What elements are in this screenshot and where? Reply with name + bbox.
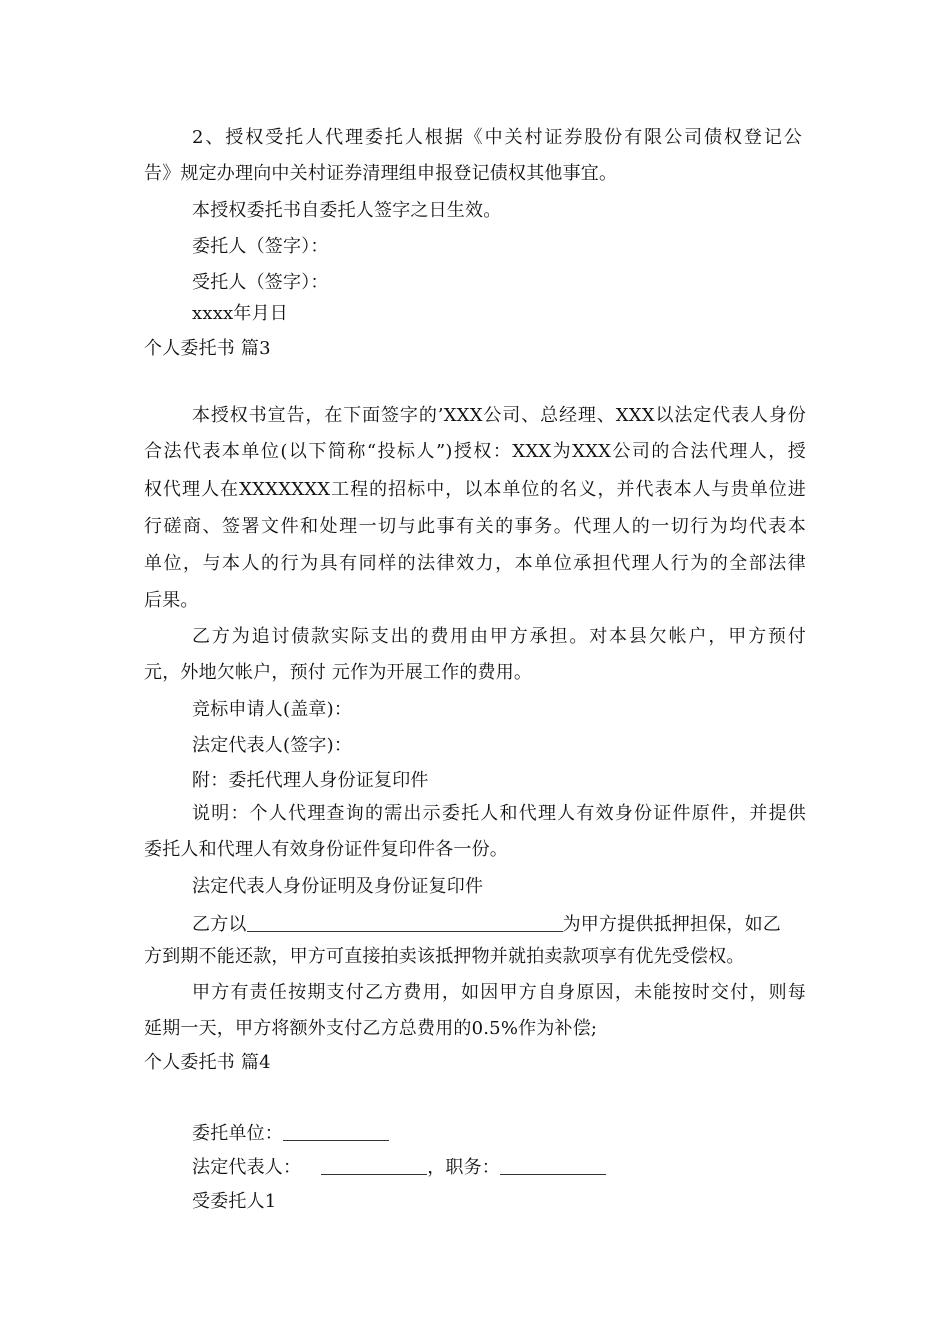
blank-underline — [283, 1122, 389, 1141]
paragraph-line: 法定代表人身份证明及身份证复印件 — [192, 876, 484, 897]
paragraph-line: 延期一天，甲方将额外支付乙方总费用的0.5%作为补偿; — [144, 1018, 598, 1039]
section-heading: 个人委托书 篇4 — [144, 1052, 271, 1073]
paragraph-line: 本授权书宣告，在下面签字的’XXX公司、总经理、XXX以法定代表人身份 — [192, 405, 806, 426]
attachment-line: 附：委托代理人身份证复印件 — [192, 770, 429, 791]
legal-rep-line — [192, 1154, 606, 1180]
blank-underline — [500, 1156, 606, 1175]
entrusting-unit-line — [192, 1120, 389, 1146]
paragraph-line: 元，外地欠帐户，预付 元作为开展工作的费用。 — [144, 662, 533, 683]
date-line: xxxx年月日 — [192, 303, 289, 324]
collateral-prefix: 乙方以 — [192, 914, 247, 935]
paragraph-line: 权代理人在XXXXXXX工程的招标中，以本单位的名义，并代表本人与贵单位进 — [144, 479, 806, 500]
paragraph-line: 行磋商、签署文件和处理一切与此事有关的事务。代理人的一切行为均代表本 — [144, 516, 806, 537]
paragraph-line: 乙方为追讨债款实际支出的费用由甲方承担。对本县欠帐户，甲方预付 — [192, 626, 806, 647]
blank-underline — [247, 913, 563, 932]
paragraph-line: 2、授权受托人代理委托人根据《中关村证券股份有限公司债权登记公 — [192, 127, 802, 148]
signature-line-agent: 受托人（签字）： — [192, 272, 329, 293]
paragraph-line: 方到期不能还款，甲方可直接拍卖该抵押物并就拍卖款项享有优先受偿权。 — [144, 946, 745, 967]
section-heading: 个人委托书 篇3 — [144, 338, 271, 359]
applicant-seal-line: 竞标申请人(盖章)： — [192, 699, 353, 720]
paragraph-line: 单位，与本人的行为具有同样的法律效力，本单位承担代理人行为的全部法律 — [144, 553, 806, 574]
paragraph-line: 说明：个人代理查询的需出示委托人和代理人有效身份证件原件，并提供 — [192, 803, 806, 824]
paragraph-line: 后果。 — [144, 590, 199, 611]
legal-rep-sign-line: 法定代表人(签字)： — [192, 735, 353, 756]
agent-line: 受委托人1 — [192, 1191, 277, 1212]
paragraph-line: 告》规定办理向中关村证券清理组申报登记债权其他事宜。 — [144, 163, 618, 184]
paragraph-line: 委托人和代理人有效身份证件复印件各一份。 — [144, 839, 508, 860]
paragraph-line: 合法代表本单位(以下简称“投标人”)授权：XXX为XXX公司的合法代理人，授 — [144, 441, 806, 462]
blank-underline — [321, 1156, 427, 1175]
paragraph-line: 甲方有责任按期支付乙方费用，如因甲方自身原因，未能按时交付，则每 — [192, 982, 806, 1003]
collateral-line — [192, 911, 781, 937]
collateral-suffix: 为甲方提供抵押担保，如乙 — [562, 914, 782, 935]
legal-rep-label: 法定代表人： — [192, 1157, 302, 1178]
signature-line-principal: 委托人（签字）： — [192, 236, 329, 257]
position-label: ，职务： — [427, 1157, 501, 1178]
entrusting-unit-label: 委托单位： — [192, 1123, 283, 1144]
paragraph-line: 本授权委托书自委托人签字之日生效。 — [192, 200, 502, 221]
